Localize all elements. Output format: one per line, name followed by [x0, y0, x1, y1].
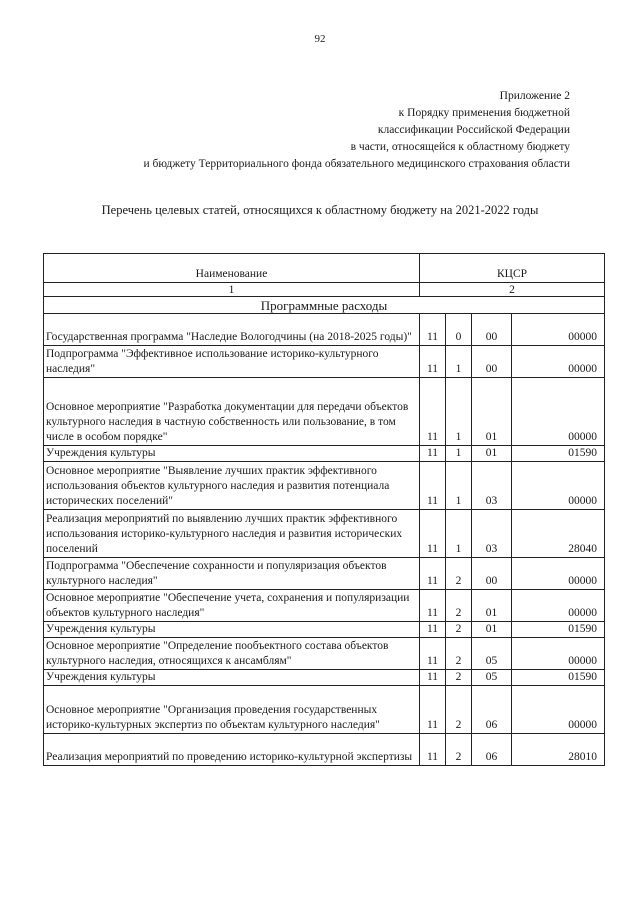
table-row [44, 686, 605, 734]
code-event: 01 [472, 446, 512, 462]
row-name: Учреждения культуры [44, 670, 420, 686]
code-direction: 00000 [512, 346, 605, 378]
table-row [44, 590, 605, 622]
code-section: 11 [420, 378, 446, 446]
code-direction: 00000 [512, 638, 605, 670]
table-row [44, 622, 605, 638]
appendix-line: Приложение 2 [499, 90, 570, 102]
code-event: 00 [472, 314, 512, 346]
code-direction: 00000 [512, 590, 605, 622]
code-event: 00 [472, 558, 512, 590]
row-name: Основное мероприятие "Определение пообъектного состава объектов культурного наследия, относящихся к ансамблям" [44, 638, 420, 670]
budget-table [43, 253, 605, 766]
code-direction: 01590 [512, 670, 605, 686]
code-subprogram: 1 [446, 346, 472, 378]
code-subprogram: 0 [446, 314, 472, 346]
appendix-line: классификации Российской Федерации [377, 124, 570, 136]
table-row [44, 638, 605, 670]
code-subprogram: 2 [446, 590, 472, 622]
code-section: 11 [420, 314, 446, 346]
code-subprogram: 2 [446, 686, 472, 734]
code-event: 01 [472, 378, 512, 446]
table-row [44, 734, 605, 766]
code-event: 01 [472, 622, 512, 638]
code-section: 11 [420, 590, 446, 622]
table-row [44, 510, 605, 558]
code-section: 11 [420, 670, 446, 686]
table-row [44, 558, 605, 590]
row-name: Основное мероприятие "Организация проведения государственных историко-культурных экспертиз по объектам культурного наследия" [44, 686, 420, 734]
code-section: 11 [420, 462, 446, 510]
section-title: Программные расходы [44, 297, 605, 314]
row-name: Учреждения культуры [44, 622, 420, 638]
code-subprogram: 2 [446, 734, 472, 766]
code-section: 11 [420, 638, 446, 670]
code-direction: 28040 [512, 510, 605, 558]
code-event: 01 [472, 590, 512, 622]
code-direction: 28010 [512, 734, 605, 766]
code-event: 00 [472, 346, 512, 378]
code-event: 05 [472, 638, 512, 670]
code-section: 11 [420, 686, 446, 734]
code-section: 11 [420, 734, 446, 766]
code-event: 05 [472, 670, 512, 686]
code-subprogram: 2 [446, 638, 472, 670]
code-event: 03 [472, 462, 512, 510]
table-row [44, 346, 605, 378]
header-name: Наименование [44, 254, 420, 283]
table-row [44, 378, 605, 446]
row-name: Подпрограмма "Эффективное использование историко-культурного наследия" [44, 346, 420, 378]
section-row [44, 297, 605, 314]
appendix-line: к Порядку применения бюджетной [398, 107, 570, 119]
code-direction: 00000 [512, 378, 605, 446]
code-event: 03 [472, 510, 512, 558]
code-subprogram: 1 [446, 378, 472, 446]
appendix-block [144, 88, 570, 173]
appendix-line: в части, относящейся к областному бюджету [350, 141, 570, 153]
document-title: Перечень целевых статей, относящихся к областному бюджету на 2021-2022 годы [101, 203, 539, 217]
code-subprogram: 1 [446, 510, 472, 558]
row-name: Учреждения культуры [44, 446, 420, 462]
code-section: 11 [420, 510, 446, 558]
table-row [44, 670, 605, 686]
row-name: Реализация мероприятий по проведению историко-культурной экспертизы [44, 734, 420, 766]
row-name: Государственная программа "Наследие Вологодчины (на 2018-2025 годы)" [44, 314, 420, 346]
page-number: 92 [314, 33, 326, 45]
code-section: 11 [420, 346, 446, 378]
code-direction: 01590 [512, 446, 605, 462]
header-row [44, 254, 605, 283]
row-name: Реализация мероприятий по выявлению лучших практик эффективного использования историко-культурного наследия и развития исторических поселений [44, 510, 420, 558]
table-row [44, 446, 605, 462]
row-name: Подпрограмма "Обеспечение сохранности и популяризация объектов культурного наследия" [44, 558, 420, 590]
code-section: 11 [420, 446, 446, 462]
table-row [44, 314, 605, 346]
code-subprogram: 1 [446, 462, 472, 510]
code-direction: 01590 [512, 622, 605, 638]
code-section: 11 [420, 622, 446, 638]
code-event: 06 [472, 734, 512, 766]
column-number-row [44, 283, 605, 297]
code-subprogram: 2 [446, 558, 472, 590]
code-direction: 00000 [512, 558, 605, 590]
code-section: 11 [420, 558, 446, 590]
code-direction: 00000 [512, 462, 605, 510]
code-direction: 00000 [512, 686, 605, 734]
row-name: Основное мероприятие "Обеспечение учета, сохранения и популяризации объектов культурного наследия" [44, 590, 420, 622]
table-row [44, 462, 605, 510]
column-number-name: 1 [44, 283, 420, 297]
code-direction: 00000 [512, 314, 605, 346]
row-name: Основное мероприятие "Выявление лучших практик эффективного использования объектов культурного наследия и развития потенциала исторических поселений" [44, 462, 420, 510]
code-subprogram: 1 [446, 446, 472, 462]
code-subprogram: 2 [446, 622, 472, 638]
code-event: 06 [472, 686, 512, 734]
row-name: Основное мероприятие "Разработка документации для передачи объектов культурного наследия в частную собственность или пользование, в том числе в особом порядке" [44, 378, 420, 446]
header-code: КЦСР [420, 254, 605, 283]
column-number-code: 2 [420, 283, 605, 297]
appendix-line: и бюджету Территориального фонда обязательного медицинского страхования области [143, 158, 570, 170]
code-subprogram: 2 [446, 670, 472, 686]
